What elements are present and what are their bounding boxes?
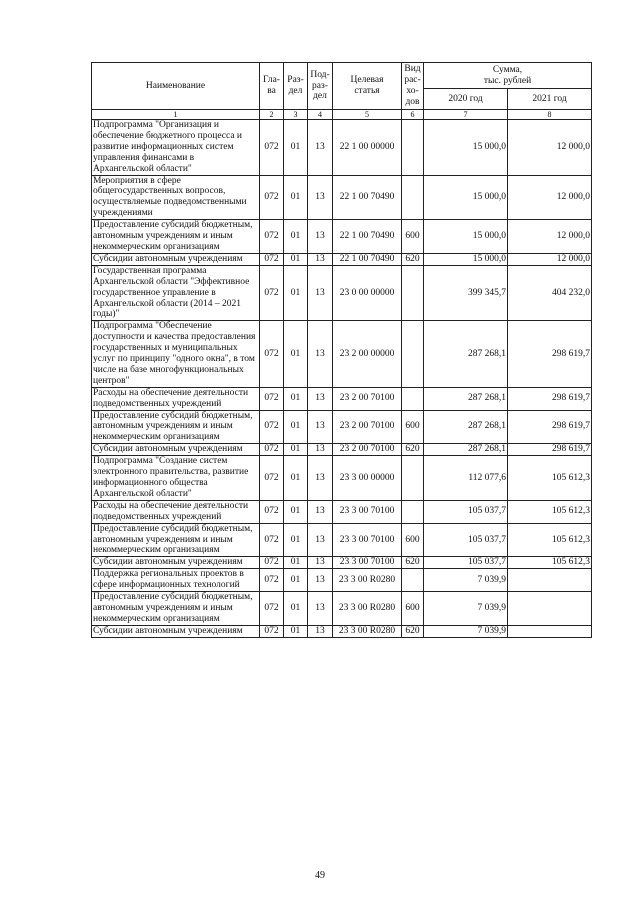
row-expense-type bbox=[402, 500, 424, 523]
header-year-2020: 2020 год bbox=[424, 89, 508, 110]
row-glava: 072 bbox=[260, 523, 284, 557]
header-target-article: Целевая статья bbox=[333, 63, 402, 110]
header-expense-type: Вид рас- хо- дов bbox=[402, 63, 424, 110]
column-number: 6 bbox=[402, 110, 424, 120]
row-target-article: 23 2 00 70100 bbox=[333, 387, 402, 410]
row-glava: 072 bbox=[260, 220, 284, 254]
row-name: Предоставление субсидий бюджетным, автономным учреждениям и иным некоммерческим организациям bbox=[92, 410, 260, 444]
table-row bbox=[92, 220, 592, 254]
row-target-article: 23 3 00 00000 bbox=[333, 456, 402, 501]
row-sum-2021: 105 612,3 bbox=[508, 557, 592, 569]
row-target-article: 23 3 00 70100 bbox=[333, 523, 402, 557]
row-sum-2020: 15 000,0 bbox=[424, 253, 508, 265]
row-expense-type bbox=[402, 569, 424, 592]
row-target-article: 22 1 00 70490 bbox=[333, 220, 402, 254]
row-razdel: 01 bbox=[284, 321, 308, 387]
column-number: 5 bbox=[333, 110, 402, 120]
header-year-2021: 2021 год bbox=[508, 89, 592, 110]
row-target-article: 23 2 00 70100 bbox=[333, 410, 402, 444]
row-sum-2021: 12 000,0 bbox=[508, 253, 592, 265]
row-razdel: 01 bbox=[284, 592, 308, 626]
row-razdel: 01 bbox=[284, 625, 308, 637]
row-sum-2020: 287 268,1 bbox=[424, 410, 508, 444]
row-podrazdel: 13 bbox=[308, 175, 333, 220]
row-sum-2021: 12 000,0 bbox=[508, 175, 592, 220]
row-glava: 072 bbox=[260, 500, 284, 523]
row-podrazdel: 13 bbox=[308, 120, 333, 176]
row-expense-type bbox=[402, 120, 424, 176]
row-sum-2021: 298 619,7 bbox=[508, 410, 592, 444]
table-row bbox=[92, 410, 592, 444]
table-row bbox=[92, 120, 592, 176]
row-sum-2021: 12 000,0 bbox=[508, 120, 592, 176]
row-sum-2021: 105 612,3 bbox=[508, 456, 592, 501]
row-glava: 072 bbox=[260, 557, 284, 569]
row-expense-type: 620 bbox=[402, 253, 424, 265]
row-expense-type: 600 bbox=[402, 220, 424, 254]
row-razdel: 01 bbox=[284, 265, 308, 321]
table-row bbox=[92, 175, 592, 220]
row-expense-type bbox=[402, 265, 424, 321]
header-name: Наименование bbox=[92, 63, 260, 110]
column-number: 4 bbox=[308, 110, 333, 120]
table-row bbox=[92, 253, 592, 265]
row-target-article: 23 3 00 R0280 bbox=[333, 625, 402, 637]
row-target-article: 23 3 00 R0280 bbox=[333, 569, 402, 592]
row-glava: 072 bbox=[260, 387, 284, 410]
row-razdel: 01 bbox=[284, 253, 308, 265]
row-podrazdel: 13 bbox=[308, 569, 333, 592]
row-sum-2021: 12 000,0 bbox=[508, 220, 592, 254]
row-sum-2020: 7 039,9 bbox=[424, 592, 508, 626]
row-razdel: 01 bbox=[284, 456, 308, 501]
column-number: 8 bbox=[508, 110, 592, 120]
row-sum-2021: 298 619,7 bbox=[508, 444, 592, 456]
row-podrazdel: 13 bbox=[308, 265, 333, 321]
row-expense-type bbox=[402, 456, 424, 501]
row-podrazdel: 13 bbox=[308, 387, 333, 410]
table-row bbox=[92, 387, 592, 410]
row-sum-2020: 112 077,6 bbox=[424, 456, 508, 501]
row-expense-type bbox=[402, 321, 424, 387]
row-podrazdel: 13 bbox=[308, 500, 333, 523]
row-target-article: 22 1 00 70490 bbox=[333, 253, 402, 265]
row-name: Мероприятия в сфере общегосударственных вопросов, осуществляемые подведомственными учреждениями bbox=[92, 175, 260, 220]
row-razdel: 01 bbox=[284, 220, 308, 254]
column-number: 3 bbox=[284, 110, 308, 120]
table-row bbox=[92, 500, 592, 523]
row-expense-type: 600 bbox=[402, 523, 424, 557]
column-number: 2 bbox=[260, 110, 284, 120]
row-target-article: 23 3 00 70100 bbox=[333, 500, 402, 523]
row-name: Субсидии автономным учреждениям bbox=[92, 253, 260, 265]
row-razdel: 01 bbox=[284, 569, 308, 592]
row-target-article: 23 2 00 70100 bbox=[333, 444, 402, 456]
row-sum-2020: 7 039,9 bbox=[424, 569, 508, 592]
row-target-article: 22 1 00 70490 bbox=[333, 175, 402, 220]
row-glava: 072 bbox=[260, 456, 284, 501]
row-glava: 072 bbox=[260, 444, 284, 456]
row-sum-2021: 105 612,3 bbox=[508, 500, 592, 523]
row-expense-type bbox=[402, 387, 424, 410]
row-expense-type: 620 bbox=[402, 444, 424, 456]
row-name: Поддержка региональных проектов в сфере информационных технологий bbox=[92, 569, 260, 592]
row-name: Расходы на обеспечение деятельности подведомственных учреждений bbox=[92, 500, 260, 523]
row-name: Субсидии автономным учреждениям bbox=[92, 444, 260, 456]
row-sum-2020: 399 345,7 bbox=[424, 265, 508, 321]
row-sum-2020: 105 037,7 bbox=[424, 523, 508, 557]
header-glava: Гла- ва bbox=[260, 63, 284, 110]
row-podrazdel: 13 bbox=[308, 523, 333, 557]
row-sum-2021 bbox=[508, 569, 592, 592]
row-name: Предоставление субсидий бюджетным, автономным учреждениям и иным некоммерческим организациям bbox=[92, 592, 260, 626]
row-glava: 072 bbox=[260, 175, 284, 220]
table-row bbox=[92, 444, 592, 456]
row-sum-2021: 298 619,7 bbox=[508, 387, 592, 410]
row-podrazdel: 13 bbox=[308, 456, 333, 501]
row-razdel: 01 bbox=[284, 523, 308, 557]
row-glava: 072 bbox=[260, 321, 284, 387]
header-podrazdel: Под- раз- дел bbox=[308, 63, 333, 110]
row-razdel: 01 bbox=[284, 557, 308, 569]
row-glava: 072 bbox=[260, 253, 284, 265]
row-name: Субсидии автономным учреждениям bbox=[92, 625, 260, 637]
budget-table bbox=[91, 62, 592, 638]
page-number: 49 bbox=[315, 870, 325, 881]
row-razdel: 01 bbox=[284, 444, 308, 456]
table-row bbox=[92, 569, 592, 592]
row-name: Предоставление субсидий бюджетным, автономным учреждениям и иным некоммерческим организациям bbox=[92, 523, 260, 557]
table-row bbox=[92, 321, 592, 387]
row-expense-type: 600 bbox=[402, 410, 424, 444]
row-sum-2020: 287 268,1 bbox=[424, 444, 508, 456]
row-target-article: 23 3 00 70100 bbox=[333, 557, 402, 569]
row-target-article: 22 1 00 00000 bbox=[333, 120, 402, 176]
row-glava: 072 bbox=[260, 592, 284, 626]
row-razdel: 01 bbox=[284, 387, 308, 410]
row-podrazdel: 13 bbox=[308, 557, 333, 569]
row-sum-2021: 404 232,0 bbox=[508, 265, 592, 321]
row-glava: 072 bbox=[260, 625, 284, 637]
table-row bbox=[92, 523, 592, 557]
row-name: Предоставление субсидий бюджетным, автономным учреждениям и иным некоммерческим организациям bbox=[92, 220, 260, 254]
row-target-article: 23 0 00 00000 bbox=[333, 265, 402, 321]
row-glava: 072 bbox=[260, 410, 284, 444]
row-glava: 072 bbox=[260, 569, 284, 592]
row-sum-2021 bbox=[508, 625, 592, 637]
row-glava: 072 bbox=[260, 120, 284, 176]
row-name: Подпрограмма "Организация и обеспечение бюджетного процесса и развитие информационных систем управления финансами в Архангельской области" bbox=[92, 120, 260, 176]
column-number: 1 bbox=[92, 110, 260, 120]
table-row bbox=[92, 265, 592, 321]
row-name: Подпрограмма "Обеспечение доступности и качества предоставления государственных и муниципальных услуг по принципу "одного окна", в том числе на базе многофункциональных центров" bbox=[92, 321, 260, 387]
row-podrazdel: 13 bbox=[308, 321, 333, 387]
row-sum-2020: 287 268,1 bbox=[424, 387, 508, 410]
row-sum-2020: 15 000,0 bbox=[424, 120, 508, 176]
header-sum: Сумма, тыс. рублей bbox=[424, 63, 592, 89]
row-podrazdel: 13 bbox=[308, 592, 333, 626]
row-sum-2020: 7 039,9 bbox=[424, 625, 508, 637]
row-target-article: 23 3 00 R0280 bbox=[333, 592, 402, 626]
row-sum-2021: 298 619,7 bbox=[508, 321, 592, 387]
row-sum-2020: 287 268,1 bbox=[424, 321, 508, 387]
row-razdel: 01 bbox=[284, 410, 308, 444]
row-sum-2020: 15 000,0 bbox=[424, 220, 508, 254]
row-glava: 072 bbox=[260, 265, 284, 321]
row-expense-type: 620 bbox=[402, 625, 424, 637]
row-sum-2021: 105 612,3 bbox=[508, 523, 592, 557]
row-sum-2020: 105 037,7 bbox=[424, 500, 508, 523]
table-row bbox=[92, 625, 592, 637]
row-name: Государственная программа Архангельской области "Эффективное государственное управление в Архангельской области (2014 – 2021 годы)" bbox=[92, 265, 260, 321]
column-number-row bbox=[92, 110, 592, 120]
row-expense-type bbox=[402, 175, 424, 220]
row-razdel: 01 bbox=[284, 175, 308, 220]
row-razdel: 01 bbox=[284, 120, 308, 176]
row-podrazdel: 13 bbox=[308, 625, 333, 637]
table-row bbox=[92, 456, 592, 501]
row-sum-2020: 15 000,0 bbox=[424, 175, 508, 220]
row-name: Подпрограмма "Создание систем электронного правительства, развитие информационного общества Архангельской области" bbox=[92, 456, 260, 501]
row-podrazdel: 13 bbox=[308, 253, 333, 265]
table-row bbox=[92, 557, 592, 569]
table-row bbox=[92, 592, 592, 626]
row-podrazdel: 13 bbox=[308, 220, 333, 254]
row-razdel: 01 bbox=[284, 500, 308, 523]
row-expense-type: 620 bbox=[402, 557, 424, 569]
row-sum-2021 bbox=[508, 592, 592, 626]
row-name: Субсидии автономным учреждениям bbox=[92, 557, 260, 569]
row-target-article: 23 2 00 00000 bbox=[333, 321, 402, 387]
row-podrazdel: 13 bbox=[308, 444, 333, 456]
row-sum-2020: 105 037,7 bbox=[424, 557, 508, 569]
row-expense-type: 600 bbox=[402, 592, 424, 626]
row-podrazdel: 13 bbox=[308, 410, 333, 444]
header-razdel: Раз- дел bbox=[284, 63, 308, 110]
column-number: 7 bbox=[424, 110, 508, 120]
row-name: Расходы на обеспечение деятельности подведомственных учреждений bbox=[92, 387, 260, 410]
